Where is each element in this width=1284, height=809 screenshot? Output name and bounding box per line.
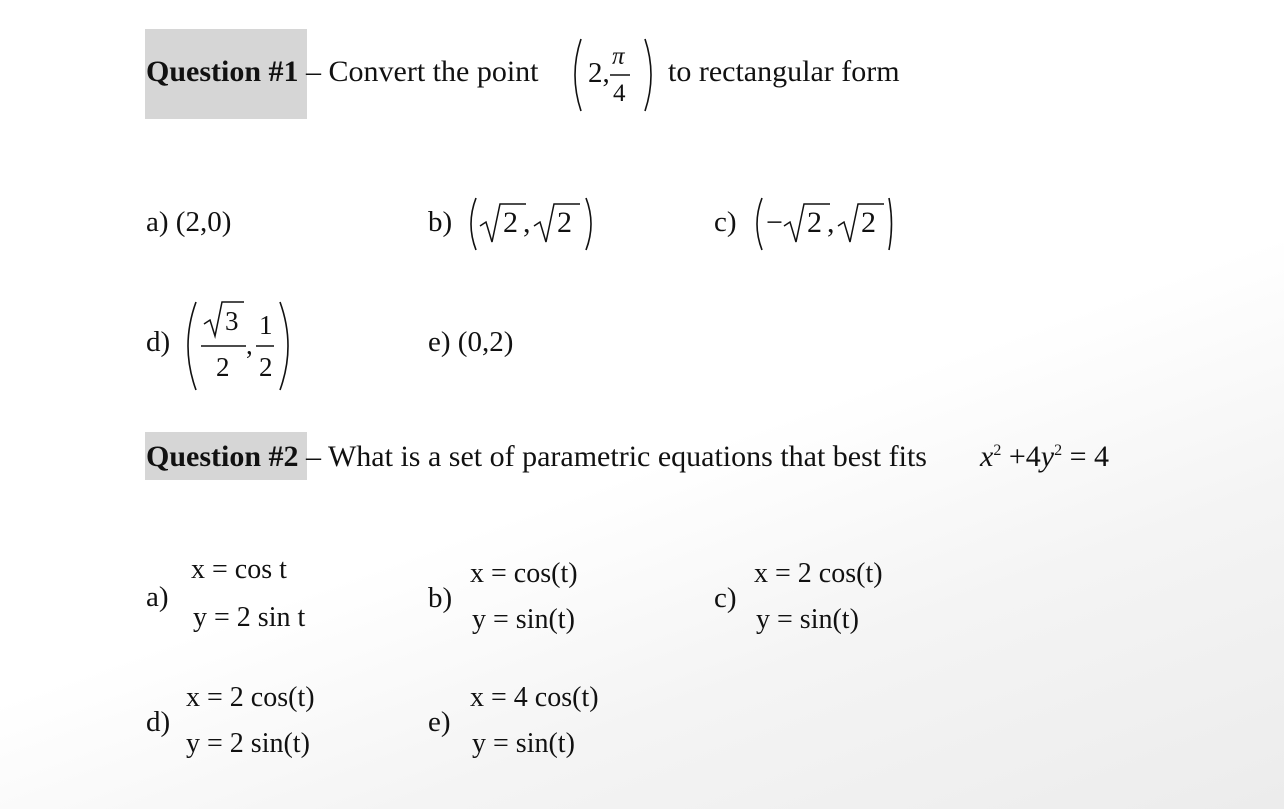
q2-eq-exp-y: 2	[1054, 442, 1063, 459]
q1-prompt: – Convert the point	[306, 55, 539, 88]
q1-option-d[interactable]	[146, 298, 306, 394]
q1-option-e-value: (0,2)	[457, 326, 514, 358]
q1-option-a-value: (2,0)	[175, 206, 232, 238]
q1-option-b-comma: ,	[523, 206, 531, 239]
q1-option-d-comma: ,	[246, 330, 253, 360]
q1-option-e[interactable]	[428, 328, 513, 357]
q2-eq-exp-x: 2	[993, 442, 1002, 459]
q1-option-c-sign: −	[766, 206, 783, 239]
q2-label: Question #2	[146, 440, 299, 473]
q1-point-r: 2,	[588, 57, 610, 89]
q2-header	[146, 442, 927, 472]
q1-point-num: π	[612, 43, 625, 70]
q1-option-c[interactable]	[714, 196, 894, 252]
q2-option-c-line2: y = sin(t)	[756, 604, 859, 635]
q1-option-a-label: a)	[146, 206, 169, 238]
q2-option-b-line1: x = cos(t)	[470, 558, 578, 589]
q2-equation	[980, 442, 1109, 472]
q2-option-d[interactable]	[146, 680, 346, 764]
q2-option-a-line2: y = 2 sin t	[193, 602, 306, 633]
q2-option-d-label: d)	[146, 706, 171, 738]
q1-point-den: 4	[613, 80, 626, 107]
q1-polar-point	[567, 35, 659, 115]
q2-option-a[interactable]	[146, 552, 346, 636]
q2-option-e-label: e)	[428, 706, 451, 738]
q2-option-d-line2: y = 2 sin(t)	[186, 728, 310, 759]
q1-option-d-x-rad: 3	[225, 306, 239, 336]
q2-eq-x: x	[980, 440, 994, 473]
q1-suffix: to rectangular form	[668, 55, 900, 88]
q2-option-c-line1: x = 2 cos(t)	[754, 558, 883, 589]
q2-option-e[interactable]	[428, 680, 628, 764]
q2-option-c-label: c)	[714, 582, 737, 614]
q1-option-c-y: 2	[861, 206, 876, 239]
q2-option-c[interactable]	[714, 556, 914, 640]
q1-option-b[interactable]	[428, 196, 598, 252]
q2-prompt: – What is a set of parametric equations that best fits	[306, 440, 927, 473]
q2-option-e-line1: x = 4 cos(t)	[470, 682, 599, 713]
q1-label: Question #1	[146, 55, 299, 88]
q1-option-d-x-den: 2	[216, 352, 230, 382]
q1-option-d-label: d)	[146, 326, 171, 358]
q1-option-c-x: 2	[807, 206, 822, 239]
q2-option-b-line2: y = sin(t)	[472, 604, 575, 635]
q2-option-d-line1: x = 2 cos(t)	[186, 682, 315, 713]
q2-option-a-line1: x = cos t	[191, 554, 287, 585]
q2-option-a-label: a)	[146, 581, 169, 613]
q2-option-e-line2: y = sin(t)	[472, 728, 575, 759]
q1-option-c-comma: ,	[827, 206, 835, 239]
q1-option-a[interactable]	[146, 208, 231, 237]
q1-option-e-label: e)	[428, 326, 451, 358]
q2-option-b[interactable]	[428, 556, 628, 640]
q2-eq-y: y	[1040, 440, 1055, 473]
q1-option-b-label: b)	[428, 206, 453, 238]
q1-option-b-x: 2	[503, 206, 518, 239]
q2-option-b-label: b)	[428, 582, 453, 614]
q1-option-d-y-den: 2	[259, 352, 273, 382]
q2-eq-mid: +4	[1008, 440, 1041, 473]
q2-eq-rhs: = 4	[1069, 440, 1109, 473]
q1-option-c-label: c)	[714, 206, 737, 238]
q1-header	[146, 57, 539, 87]
q1-option-b-y: 2	[557, 206, 572, 239]
q1-option-d-y-num: 1	[259, 310, 273, 340]
